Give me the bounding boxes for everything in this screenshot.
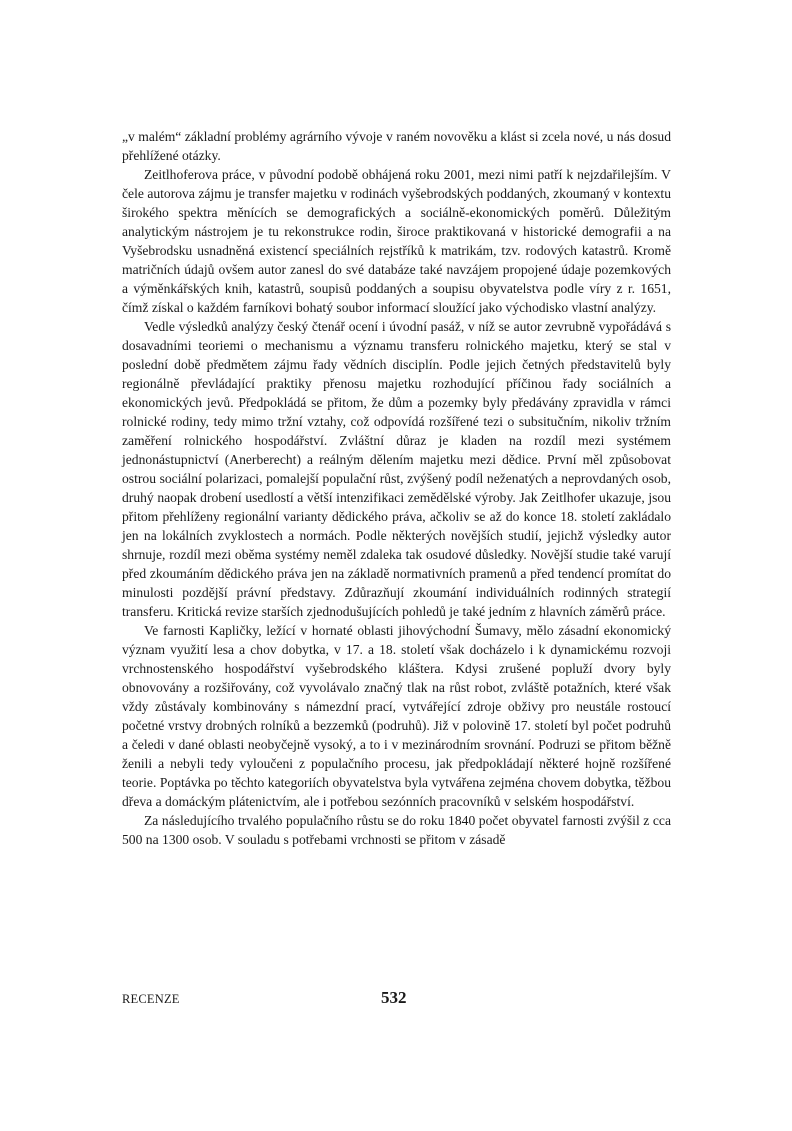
body-text — [122, 127, 671, 849]
paragraph: Vedle výsledků analýzy český čtenář ocení i úvodní pasáž, v níž se autor zevrubně vypořádává s dosavadními teoriemi o mechanismu a významu transferu rolnického majetku, který se stal v poslední době předmětem zájmu řady vědních disciplín. Podle jejich četných představitelů byly regionálně převládající praktiky přenosu majetku rozhodující příčinou řady sociálních a ekonomických jevů. Předpokládá se přitom, že dům a pozemky byly předávány zpravidla v rámci rolnické rodiny, tedy mimo tržní vztahy, což odpovídá rozšířené tezi o subsitučním, nikoliv tržním zaměření rolnického hospodářství. Zvláštní důraz je kladen na rozdíl mezi systémem jednonástupnictví (Anerberecht) a reálným dělením majetku mezi dědice. První měl způsobovat ostrou sociální polarizaci, pomalejší populační růst, zvýšený podíl neženatých a neprovdaných osob, druhý naopak drobení usedlostí a větší intenzifikaci zemědělské výroby. Jak Zeitlhofer ukazuje, jsou přitom přehlíženy regionální varianty dědického práva, ačkoliv se až do konce 18. století zakládalo jen na lokálních zvyklostech a normách. Podle některých novějších studií, jejichž výsledky autor shrnuje, rozdíl mezi oběma systémy neměl zdaleka tak osudové důsledky. Novější studie také varují před zkoumáním dědického práva jen na základě normativních pramenů a před tendencí promítat do minulosti pozdější právní představy. Zdůrazňují zkoumání individuálních rodinných strategií transferu. Kritická revize starších zjednodušujících pohledů je také jedním z hlavních záměrů práce. — [122, 319, 671, 619]
paragraph-continuation: „v malém“ základní problémy agrárního vývoje v raném novověku a klást si zcela nové, u nás dosud přehlížené otázky. — [122, 129, 671, 163]
paragraph: Ve farnosti Kapličky, ležící v hornaté oblasti jihovýchodní Šumavy, mělo zásadní ekonomický význam využití lesa a chov dobytka, v 17. a 18. století však docházelo i k dynamickému rozvoji vrchnostenského hospodářství vyšebrodského kláštera. Kdysi zrušené popluží dvory byly obnovovány a rozšiřovány, což vyvolávalo značný tlak na růst robot, zvláště potažních, které však vždy zůstávaly kombinovány s námezdní prací, vytvářející zdroje obživy pro neustále rostoucí početné vrstvy drobných rolníků a bezzemků (podruhů). Již v polovině 17. století byl počet podruhů a čeledi v dané oblasti neobyčejně vysoký, a to i v mezinárodním srovnání. Podruzi se přitom běžně ženili a nebyli tedy vyloučeni z populačního procesu, jak předpokládají některé hojně rozšířené teorie. Poptávka po těchto kategoriích obyvatelstva byla vytvářena zejména chovem dobytka, těžbou dřeva a domáckým plátenictvím, ale i potřebou sezónních pracovníků v selském hospodářství. — [122, 623, 671, 809]
paragraph: Zeitlhoferova práce, v původní podobě obhájená roku 2001, mezi nimi patří k nejzdařilejším. V čele autorova zájmu je transfer majetku v rodinách vyšebrodských poddaných, zkoumaný v kontextu širokého spektra měnících se demografických a sociálně-ekonomických poměrů. Důležitým analytickým nástrojem je tu rekonstrukce rodin, široce praktikovaná v historické demografii a na Vyšebrodsku usnadněná existencí speciálních rejstříků k matrikám, tzv. rodových katastrů. Kromě matričních údajů ovšem autor zanesl do své databáze také navzájem propojené údaje pozemkových a výměnkářských knih, katastrů, soupisů poddaných a soupisu obyvatelstva podle víry z r. 1651, čímž získal o každém farníkovi bohatý soubor informací sloužící jako východisko vlastní analýzy. — [122, 167, 671, 315]
paragraph: Za následujícího trvalého populačního růstu se do roku 1840 počet obyvatel farnosti zvýšil z cca 500 na 1300 osob. V souladu s potřebami vrchnosti se přitom v zásadě — [122, 813, 671, 847]
running-footer-section: RECENZE — [122, 992, 180, 1006]
page-number: 532 — [381, 988, 407, 1007]
